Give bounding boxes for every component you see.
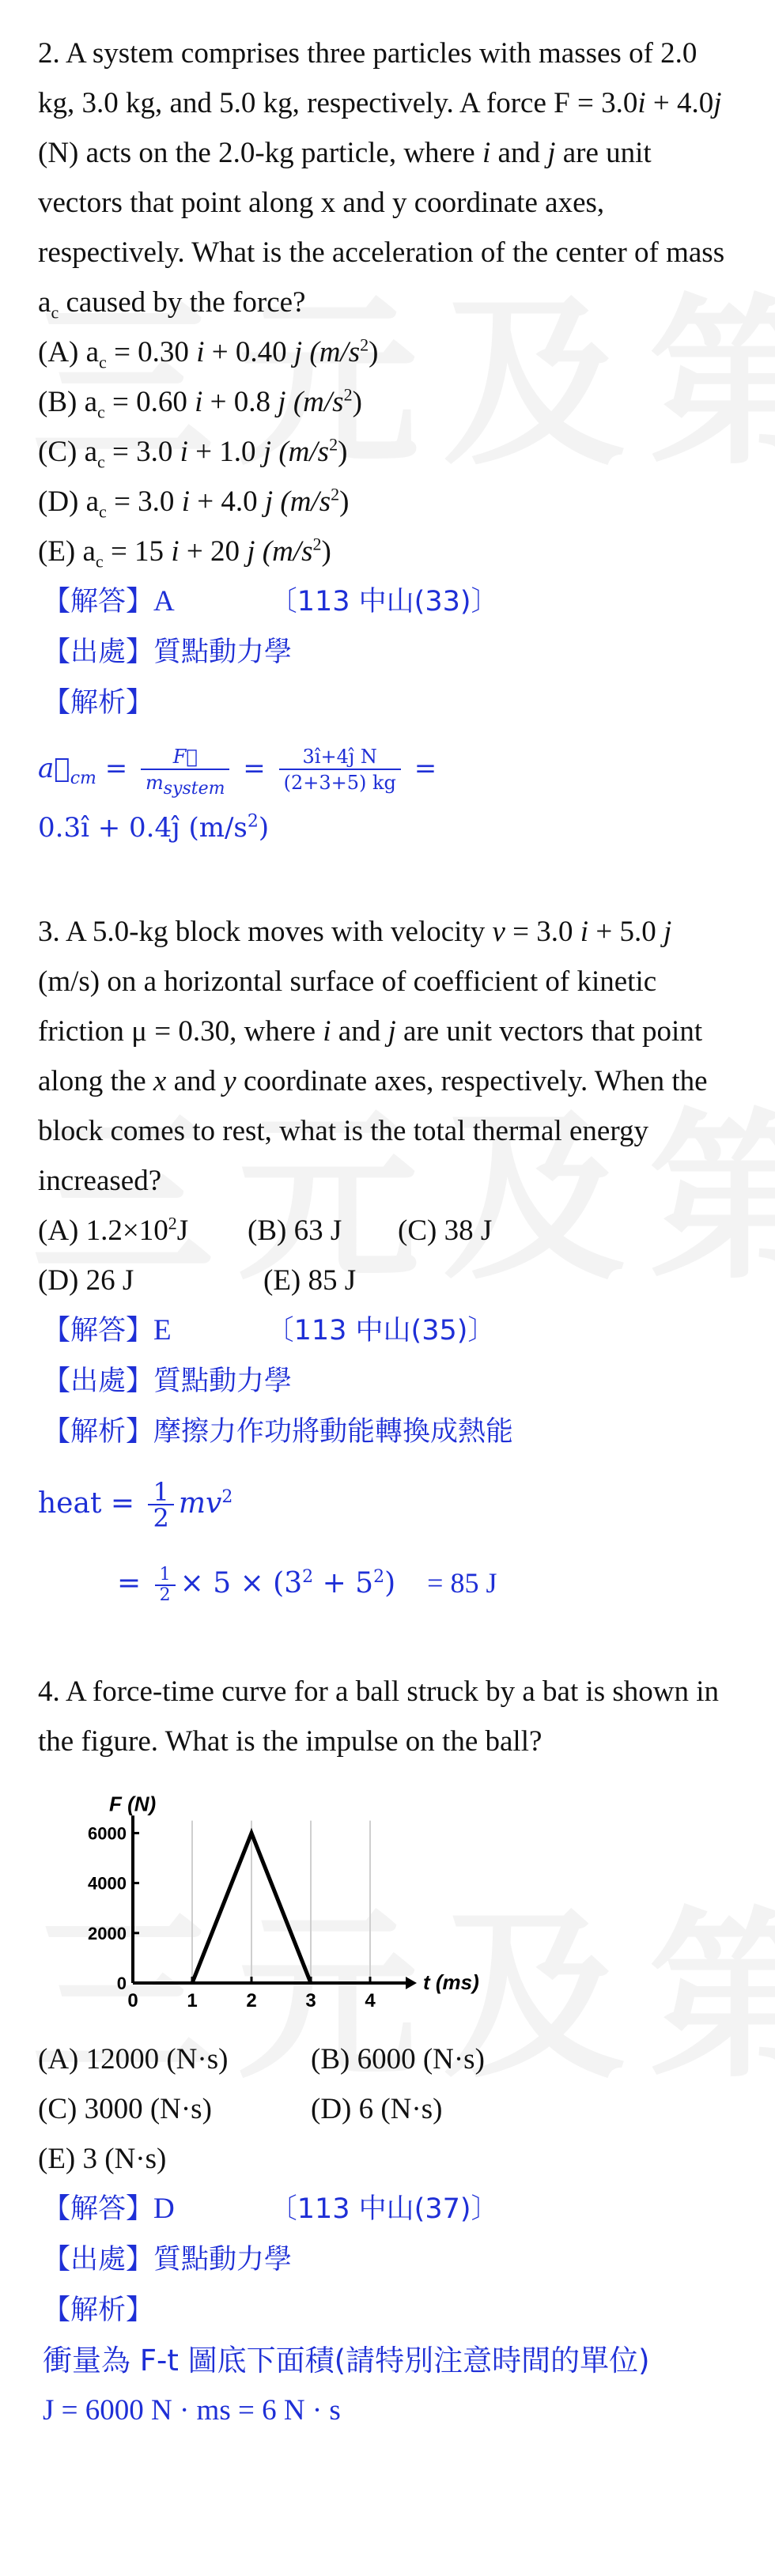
- question-2-text: 2. A system comprises three particles with masses of 2.0 kg, 3.0 kg, and 5.0 kg, respectively. A force F = 3.0i + 4.0j (N) acts on the 2.0-kg particle, where i and j are unit vectors that point along x and y coordinate axes, respectively. What is the acceleration of the center of mass $a_c$ caused by the force?: [38, 37, 725, 323]
- x-tick-label: 3: [305, 1990, 316, 2011]
- y-tick-label: 6000: [88, 1823, 127, 1844]
- q4-answer-line: 【解答】D 〔113 中山(37)〕: [43, 2193, 499, 2225]
- q3-option-a: (A) $1.2\times 10^2J$: [38, 1213, 189, 1247]
- q2-answer-line: 【解答】A 〔113 中山(33)〕: [43, 585, 499, 618]
- q4-option-e: (E) 3 (N·s): [38, 2143, 167, 2175]
- q2-equation: $a⃗_{cm}$ = $\frac{F⃗}{m_{system}}$ = $\frac{\text{3î+4ĵ N}}{(2+3+5) kg}$ =: [38, 746, 437, 799]
- q2-option-a: (A) $a_c = 0.30$ i + 0.40 j $(m/s^2)$: [38, 334, 379, 372]
- force-time-chart-svg: [62, 1785, 489, 2023]
- q4-analysis-label: 【解析】: [43, 2295, 154, 2326]
- q3-options-row2: [38, 1256, 737, 1305]
- x-tick-label: 2: [246, 1990, 257, 2011]
- q3-option-b: (B) 63 J: [248, 1214, 342, 1247]
- q4-origin-line: 【出處】質點動力學: [43, 2244, 293, 2276]
- q2-option-b: (B) $a_c = 0.60$ i + 0.8 j $(m/s^2)$: [38, 384, 362, 422]
- q2-analysis-label: 【解析】: [43, 687, 154, 719]
- q4-options-row3: [38, 2134, 737, 2184]
- q3-option-e: (E) 85 J: [263, 1264, 357, 1297]
- q2-equation-result: 0.3î + 0.4ĵ $(m/s^2)$: [38, 811, 270, 844]
- q4-options-row2: [38, 2084, 737, 2134]
- q3-option-d: (D) 26 J: [38, 1264, 134, 1297]
- q3-option-c: (C) 38 J: [398, 1214, 493, 1247]
- question-3-text: 3. A 5.0-kg block moves with velocity v = 3.0 i + 5.0 j (m/s) on a horizontal surface of coefficient of kinetic friction μ = 0.30, where i and j are unit vectors that point along the x and y coordinate axes, respectively. When the block comes to rest, what is the total thermal energy increased?: [38, 916, 708, 1197]
- q2-option-e: (E) $a_c = 15$ i + 20 j $(m/s^2)$: [38, 534, 331, 572]
- y-tick-label: 0: [116, 1974, 127, 1993]
- x-axis-arrow: [406, 1977, 417, 1989]
- q4-result: J = 6000 N · ms = 6 N · s: [43, 2394, 341, 2427]
- x-tick-label: 0: [127, 1990, 138, 2011]
- q3-options-row1: [38, 1206, 737, 1256]
- q4-options-row1: [38, 2034, 737, 2084]
- q4-option-b: (B) 6000 (N·s): [311, 2043, 485, 2076]
- y-tick-label: 4000: [88, 1873, 127, 1894]
- q3-analysis-line: 【解析】摩擦力作功將動能轉換成熱能: [43, 1416, 514, 1448]
- q4-analysis-text: 衝量為 F-t 圖底下面積(請特別注意時間的單位): [43, 2344, 650, 2378]
- x-tick-label: 4: [365, 1990, 376, 2011]
- q4-option-a: (A) 12000 (N·s): [38, 2043, 229, 2076]
- question-2: [38, 28, 737, 327]
- question-3: [38, 907, 737, 1206]
- q3-equation-1: heat = $\frac{1}{2}$ $mv^2$: [38, 1477, 233, 1533]
- question-4-text: 4. A force-time curve for a ball struck by a bat is shown in the figure. What is the impulse on the ball?: [38, 1675, 720, 1758]
- x-axis-label: t (ms): [423, 1970, 479, 1994]
- q4-option-d: (D) 6 (N·s): [311, 2093, 443, 2125]
- q2-origin-line: 【出處】質點動力學: [43, 636, 293, 668]
- q3-origin-line: 【出處】質點動力學: [43, 1365, 293, 1397]
- q3-equation-2: = $\frac{1}{2}$ × $5 \times (3^2 + 5^2) = 85$ J: [117, 1565, 497, 1605]
- q4-option-c: (C) 3000 (N·s): [38, 2093, 212, 2125]
- x-tick-label: 1: [187, 1990, 198, 2011]
- q2-option-d: (D) $a_c = 3.0$ i + 4.0 j $(m/s^2)$: [38, 484, 350, 522]
- question-4: [38, 1667, 737, 1766]
- question-2-options: [38, 327, 737, 576]
- y-tick-label: 2000: [88, 1923, 127, 1943]
- q2-option-c: (C) $a_c = 3.0$ i + 1.0 j $(m/s^2)$: [38, 434, 348, 472]
- y-axis-label: F (N): [109, 1792, 157, 1816]
- q3-answer-line: 【解答】E 〔113 中山(35)〕: [43, 1314, 496, 1347]
- force-time-chart: [62, 1785, 737, 2026]
